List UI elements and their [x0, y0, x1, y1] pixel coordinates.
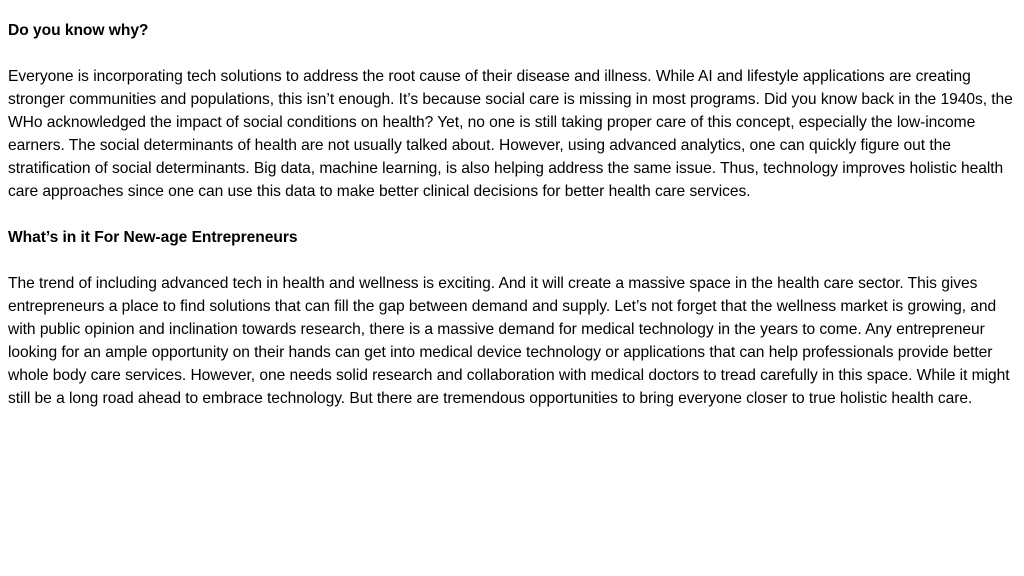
section-paragraph-entrepreneurs: The trend of including advanced tech in health and wellness is exciting. And it will create a massive space in the health care sector. This gives entrepreneurs a place to find solutions that can fill the gap between demand and supply. Let’s not forget that the wellness market is growing, and with public opinion and inclination towards research, there is a massive demand for medical technology in the years to come. Any entrepreneur looking for an ample opportunity on their hands can get into medical device technology or applications that can help professionals provide better whole body care services. However, one needs solid research and collaboration with medical doctors to tread carefully in this space. While it might still be a long road ahead to embrace technology. But there are tremendous opportunities to bring everyone closer to true holistic health care.: [8, 275, 1010, 407]
slide-content: [8, 19, 1016, 410]
section-heading-why: Do you know why?: [8, 22, 149, 39]
section-paragraph-why: Everyone is incorporating tech solutions to address the root cause of their disease and illness. While AI and lifestyle applications are creating stronger communities and populations, this isn’t enough. It’s because social care is missing in most programs. Did you know back in the 1940s, the WHo acknowledged the impact of social conditions on health? Yet, no one is still taking proper care of this concept, especially the low-income earners. The social determinants of health are not usually talked about. However, using advanced analytics, one can quickly figure out the stratification of social determinants. Big data, machine learning, is also helping address the same issue. Thus, technology improves holistic health care approaches since one can use this data to make better clinical decisions for better health care services.: [8, 68, 1013, 200]
section-heading-entrepreneurs: What’s in it For New-age Entrepreneurs: [8, 229, 298, 246]
